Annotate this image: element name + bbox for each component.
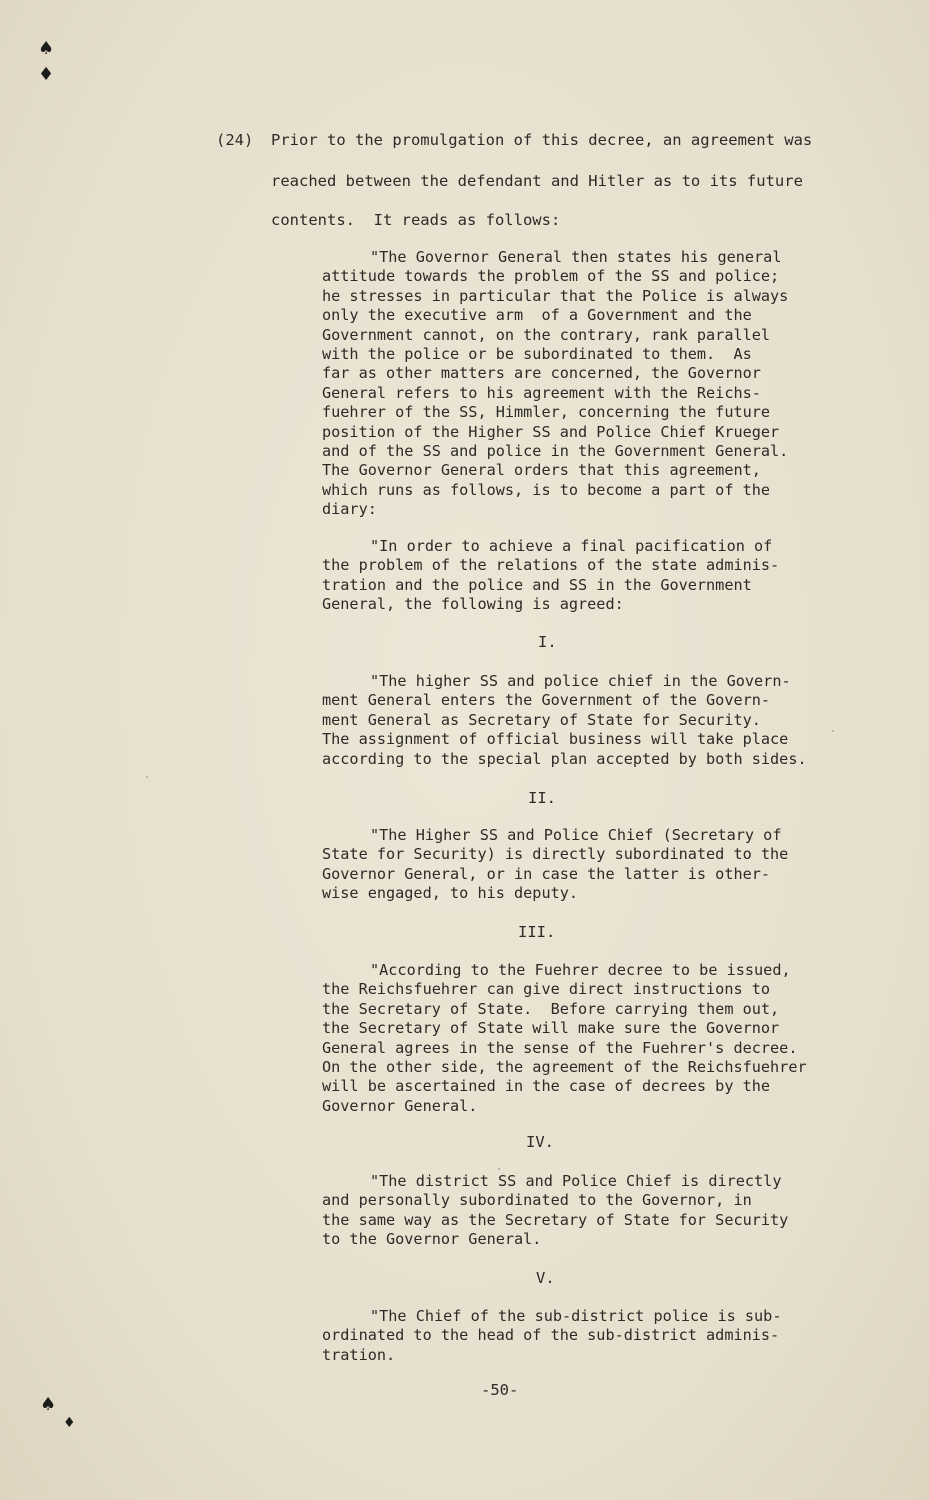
section-line: tration. [322,1345,396,1364]
quote-block-governor [322,248,842,519]
quote-line: he stresses in particular that the Police is always [322,286,789,305]
punch-mark-icon: ♦ [38,64,55,85]
quote-line: position of the Higher SS and Police Chief Krueger [322,422,780,441]
section-numeral-1: I. [538,633,557,651]
section-line: Governor General, or in case the latter is other- [322,864,771,883]
quote-line: and of the SS and police in the Government General. [322,441,789,460]
section-line: the Secretary of State will make sure the Governor [322,1019,780,1038]
paragraph-number: (24) [216,131,254,149]
section-line: "The district SS and Police Chief is directly [370,1172,782,1190]
section-numeral-3: III. [518,923,556,941]
quote-line: "In order to achieve a final pacification of [370,537,773,555]
quote-line: fuehrer of the SS, Himmler, concerning the future [322,403,771,422]
section-line: "The higher SS and police chief in the Govern- [370,672,791,690]
quote-line: Government cannot, on the contrary, rank parallel [322,325,771,344]
section-line: On the other side, the agreement of the Reichsfuehrer [322,1057,807,1076]
quote-line: far as other matters are concerned, the Governor [322,364,761,383]
section-5-text [322,1307,842,1365]
section-line: according to the special plan accepted by both sides. [322,749,807,768]
section-line: wise engaged, to his deputy. [322,884,579,903]
quote-block-agreement [322,537,842,615]
section-line: the Reichsfuehrer can give direct instructions to [322,980,771,999]
section-line: General agrees in the sense of the Fuehrer's decree. [322,1038,798,1057]
section-line: Governor General. [322,1096,478,1115]
intro-line: reached between the defendant and Hitler as to its future [271,172,803,190]
quote-line: the problem of the relations of the state adminis- [322,556,780,575]
quote-line: attitude towards the problem of the SS and police; [322,267,780,286]
section-2-text [322,826,842,904]
quote-line: General, the following is agreed: [322,595,624,614]
section-line: and personally subordinated to the Governor, in [322,1191,752,1210]
section-4-text [322,1172,842,1250]
page-number: -50- [481,1381,519,1399]
intro-line: Prior to the promulgation of this decree, an agreement was [271,131,813,149]
punch-mark-icon: ♠ [40,1394,57,1415]
section-line: "The Chief of the sub-district police is sub- [370,1307,782,1325]
paper-speck [832,730,834,732]
quote-line: diary: [322,500,377,519]
quote-line: tration and the police and SS in the Government [322,575,752,594]
section-line: will be ascertained in the case of decrees by the [322,1077,771,1096]
quote-line: The Governor General orders that this agreement, [322,461,761,480]
quote-line: which runs as follows, is to become a part of the [322,480,771,499]
quote-line: "The Governor General then states his general [370,248,782,266]
section-line: "According to the Fuehrer decree to be issued, [370,961,791,979]
section-line: State for Security) is directly subordinated to the [322,845,789,864]
section-line: to the Governor General. [322,1230,542,1249]
punch-mark-icon: ♠ [38,38,55,59]
quote-line: General refers to his agreement with the Reichs- [322,383,761,402]
section-line: ment General enters the Government of the Govern- [322,691,771,710]
paper-speck [498,1168,500,1170]
section-line: the Secretary of State. Before carrying them out, [322,999,780,1018]
paper-speck [146,776,148,778]
intro-line: contents. It reads as follows: [271,211,561,229]
punch-mark-icon: ♦ [63,1415,76,1431]
section-numeral-5: V. [536,1269,555,1287]
quote-line: only the executive arm of a Government and the [322,306,752,325]
section-line: The assignment of official business will take place [322,730,789,749]
quote-line: with the police or be subordinated to them. As [322,344,752,363]
section-numeral-2: II. [528,789,556,807]
section-line: ment General as Secretary of State for Security. [322,710,761,729]
section-line: ordinated to the head of the sub-district adminis- [322,1326,780,1345]
section-line: "The Higher SS and Police Chief (Secretary of [370,826,782,844]
section-3-text [322,961,842,1116]
section-numeral-4: IV. [526,1133,554,1151]
section-1-text [322,672,842,769]
section-line: the same way as the Secretary of State for Security [322,1210,789,1229]
